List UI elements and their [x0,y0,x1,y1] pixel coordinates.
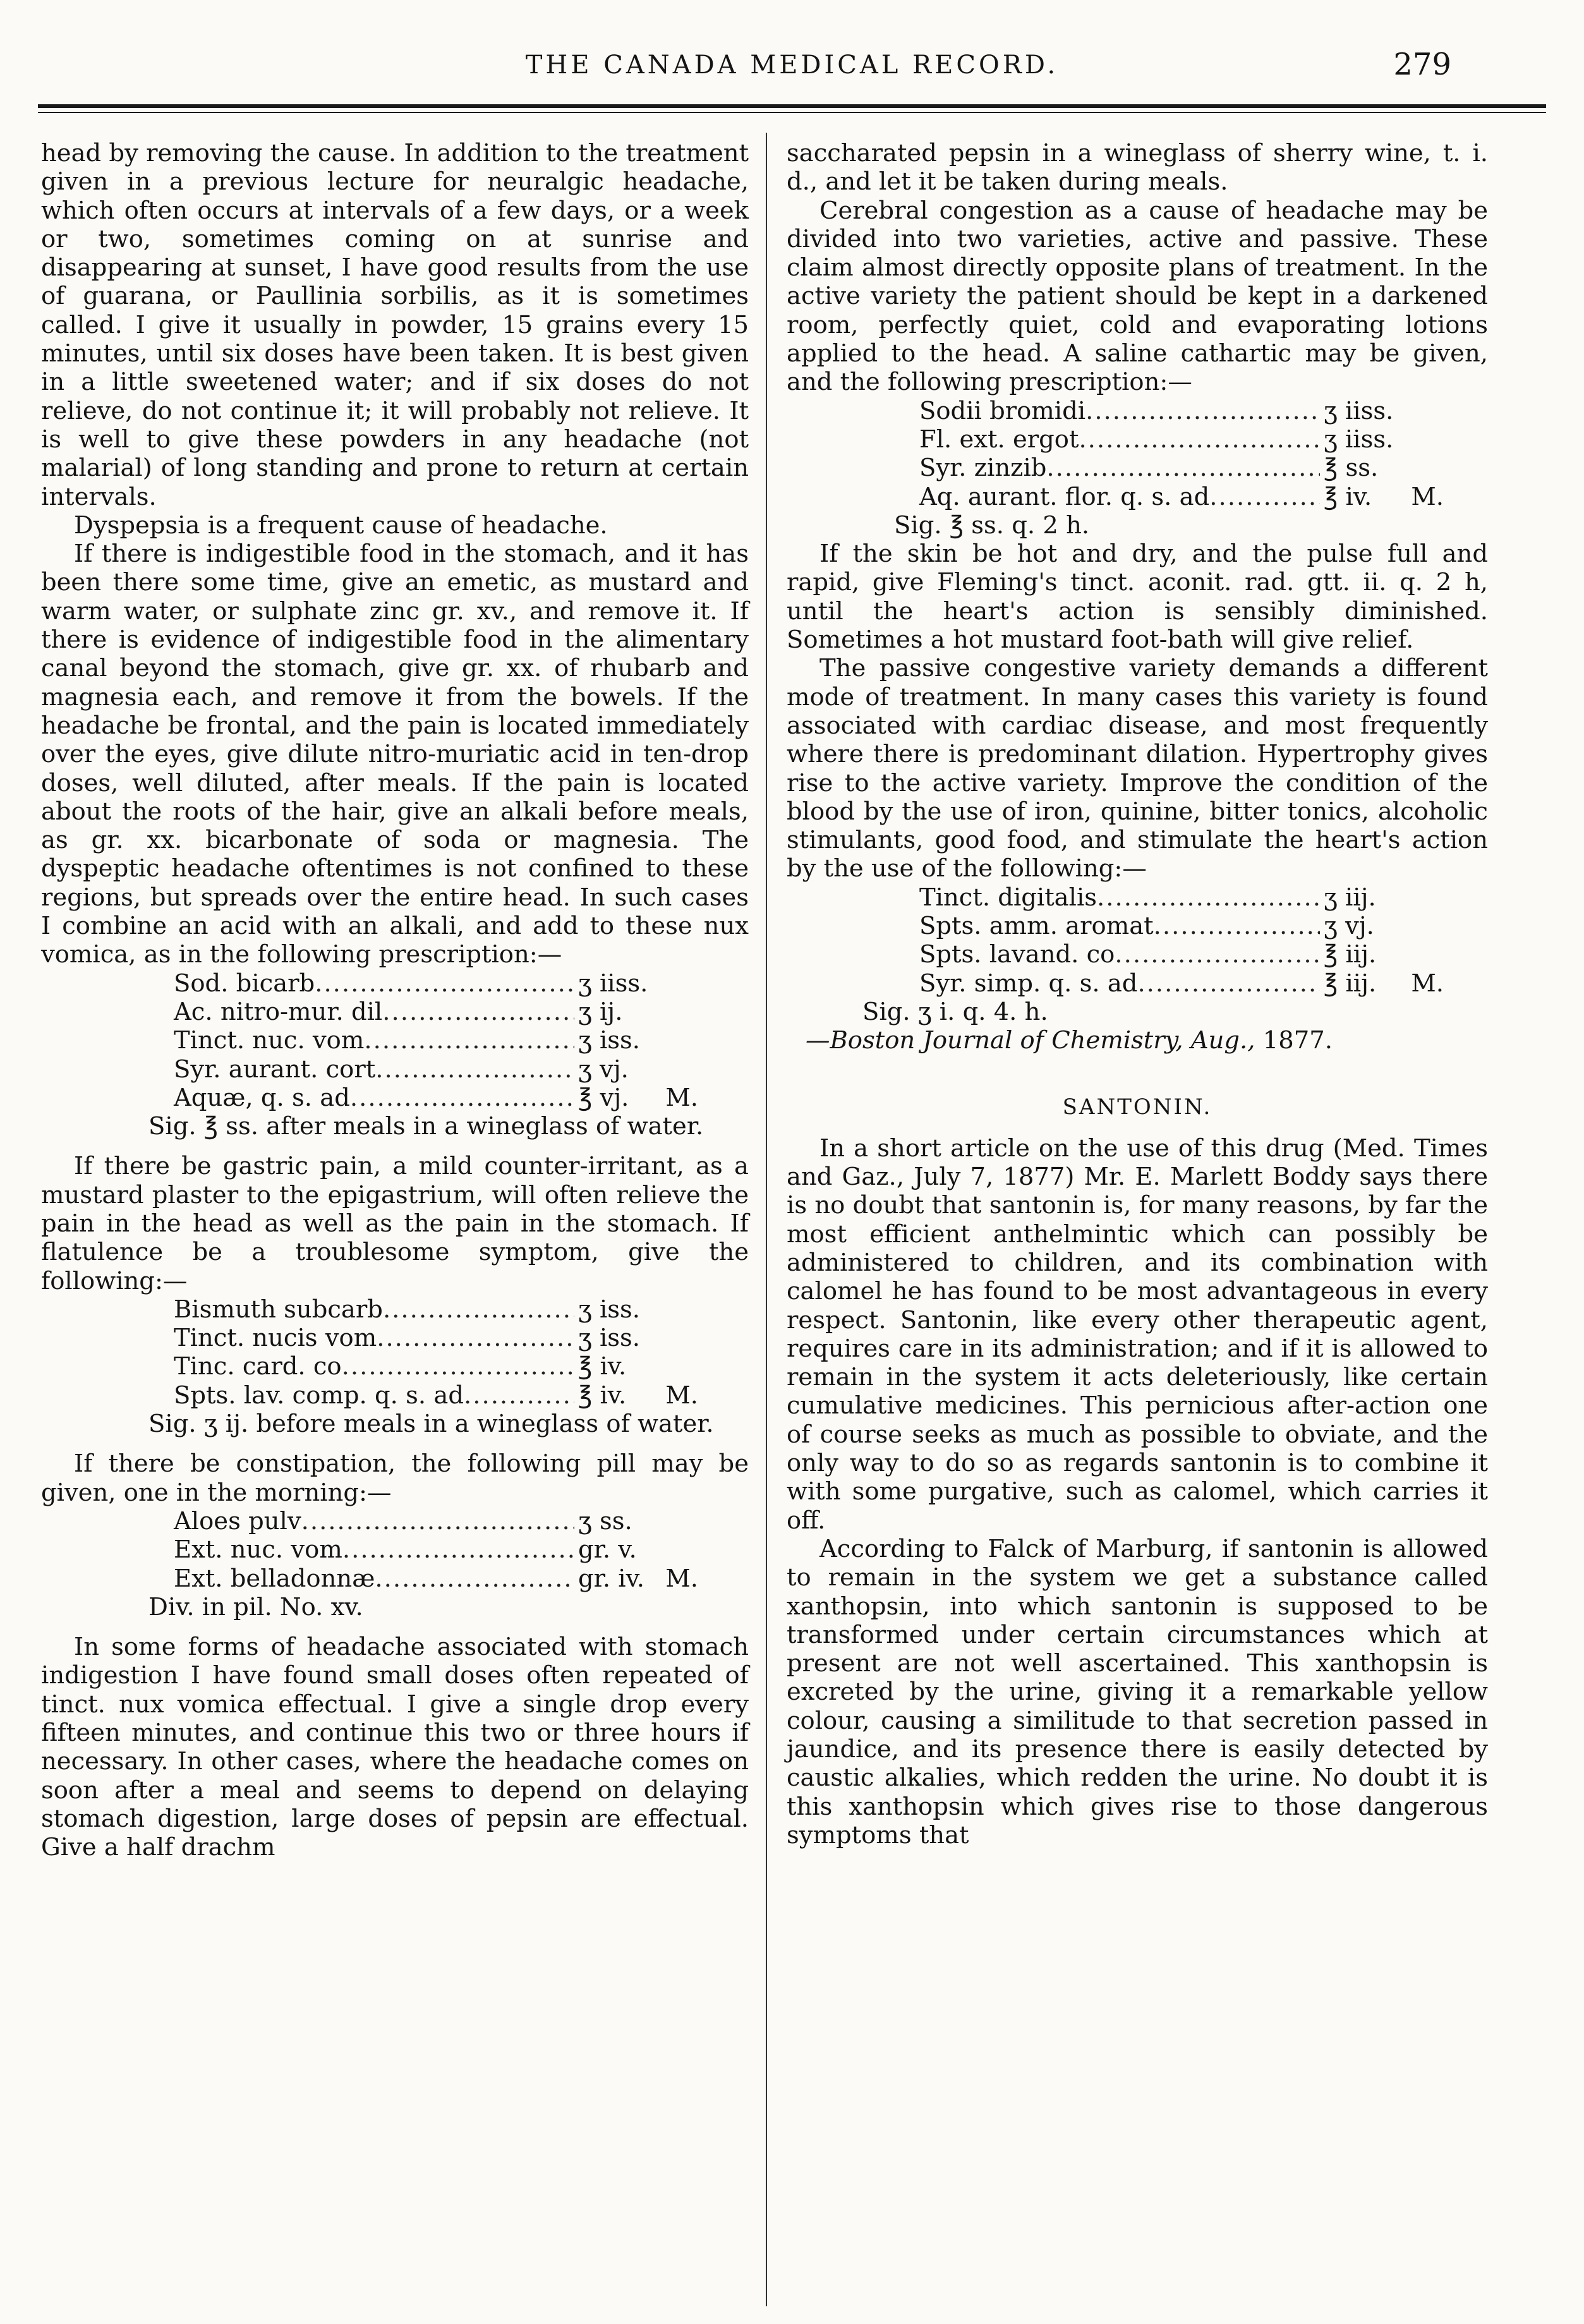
citation-year: 1877. [1262,1026,1333,1055]
prescription [174,969,698,1112]
prescription [174,1295,698,1410]
prescription [174,1507,698,1593]
prescription-item: Aquæ, q. s. ad ..... ℥ vj. M. [174,1084,698,1112]
page-number: 279 [1393,47,1451,82]
signa: Sig. ʒ ij. before meals in a wineglass of water. [148,1410,714,1439]
right-column [787,139,1488,1849]
column-divider [766,133,767,2306]
prescription-item: Spts. lavand. co ..... ℥ iij. [919,940,1444,969]
paragraph: head by removing the cause. In addition to the treatment given in a previous lecture for neuralgic headache, which often occurs at intervals of a few days, or a week or two, sometimes coming on at sunrise and disappearing at sunset, I have good results from the use of guarana, or Paullinia sorbilis, as it is sometimes called. I give it usually in powder, 15 grains every 15 minutes, until six doses have been taken. It is best given in a little sweetened water; and if six doses do not relieve, do not continue it; it will probably not relieve. It is well to give these powders in any headache (not malarial) of long standing and prone to return at certain intervals. [41,139,749,511]
header-rule [38,104,1546,108]
paragraph: saccharated pepsin in a wineglass of sherry wine, t. i. d., and let it be taken during meals. [787,139,1488,197]
prescription-item: Spts. lav. comp. q. s. ad ..... ℥ iv. M. [174,1381,698,1410]
signa: Sig. ℥ ss. q. 2 h. [894,511,1090,540]
prescription-item: Fl. ext. ergot ..... ʒ iiss. [919,425,1444,454]
citation [806,1026,1488,1055]
prescription-item: Syr. aurant. cort ..... ʒ vj. [174,1055,698,1084]
signa: Div. in pil. No. xv. [148,1592,363,1621]
prescription-item: Tinc. card. co ..... ℥ iv. [174,1352,698,1381]
prescription-item: Ac. nitro-mur. dil ..... ʒ ij. [174,998,698,1026]
prescription-item: Tinct. nucis vom ..... ʒ iss. [174,1324,698,1352]
journal-title: THE CANADA MEDICAL RECORD. [525,51,1059,80]
paragraph: According to Falck of Marburg, if santonin is allowed to remain in the system we get a substance called xanthopsin, into which santonin is supposed to be transformed under certain circumstances which at present are not well ascertained. This xanthopsin is excreted by the urine, giving it a remarkable yellow colour, causing a similitude to that secretion passed in jaundice, and its presence there is easily detected by caustic alkalies, which redden the urine. No doubt it is this xanthopsin which gives rise to those dangerous symptoms that [787,1534,1488,1849]
header-rule-thin [38,112,1546,113]
signa: Sig. ʒ i. q. 4. h. [862,997,1048,1026]
paragraph: If the skin be hot and dry, and the pulse full and rapid, give Fleming's tinct. aconit. rad. gtt. ii. q. 2 h, until the heart's action is sensibly diminished. Sometimes a hot mustard foot-bath will give relief. [787,540,1488,655]
prescription-item: Ext. nuc. vom ..... gr. v. [174,1535,698,1564]
paragraph: If there is indigestible food in the stomach, and it has been there some time, give an emetic, as mustard and warm water, or sulphate zinc gr. xv., and remove it. If there is evidence of indigestible food in the alimentary canal beyond the stomach, give gr. xx. of rhubarb and magnesia each, and remove it from the bowels. If the headache be frontal, and the pain is located immediately over the eyes, give dilute nitro-muriatic acid in ten-drop doses, well diluted, after meals. If the pain is located about the roots of the hair, give an alkali before meals, as gr. xx. bicarbonate of soda or magnesia. The dyspeptic headache oftentimes is not confined to these regions, but spreads over the entire head. In such cases I combine an acid with an alkali, and add to these nux vomica, as in the following prescription:— [41,540,749,969]
citation-source: —Boston Journal of Chemistry, Aug., [806,1026,1255,1055]
left-column [41,139,749,1862]
section-heading: SANTONIN. [1062,1094,1212,1120]
prescription [919,883,1444,998]
paragraph: If there be constipation, the following pill may be given, one in the morning:— [41,1449,749,1507]
prescription-item: Sodii bromidi ..... ʒ iiss. [919,397,1444,425]
prescription-item: Tinct. nuc. vom ..... ʒ iss. [174,1026,698,1055]
paragraph: Cerebral congestion as a cause of headache may be divided into two varieties, active and passive. These claim almost directly opposite plans of treatment. In the active variety the patient should be kept in a darkened room, perfectly quiet, cold and evaporating lotions applied to the head. A saline cathartic may be given, and the following prescription:— [787,196,1488,397]
paragraph: The passive congestive variety demands a different mode of treatment. In many cases this variety is found associated with cardiac disease, and most frequently where there is predominant dilation. Hypertrophy gives rise to the active variety. Improve the condition of the blood by the use of iron, quinine, bitter tonics, alcoholic stimulants, good food, and stimulate the heart's action by the use of the following:— [787,654,1488,883]
prescription [919,397,1444,511]
prescription-item: Bismuth subcarb ..... ʒ iss. [174,1295,698,1324]
paragraph: In a short article on the use of this drug (Med. Times and Gaz., July 7, 1877) Mr. E. Marlett Boddy says there is no doubt that santonin is, for many reasons, by far the most efficient anthelmintic which can possibly be administered to children, and its combination with calomel he has found to be most advantageous in every respect. Santonin, like every other therapeutic agent, requires care in its administration; and if it is allowed to remain in the system it acts deleteriously, like certain cumulative medicines. This pernicious after-action one of course seeks as much as possible to obviate, and the only way to do so as regards santonin is to combine it with some purgative, such as calomel, which carries it off. [787,1134,1488,1535]
signa: Sig. ℥ ss. after meals in a wineglass of water. [148,1112,704,1141]
prescription-item: Sod. bicarb ..... ʒ iiss. [174,969,698,998]
running-header [38,47,1546,101]
prescription-item: Tinct. digitalis ..... ʒ iij. [919,883,1444,912]
paragraph: Dyspepsia is a frequent cause of headache. [74,511,608,540]
prescription-item: Aq. aurant. flor. q. s. ad ..... ℥ iv. M. [919,483,1444,511]
prescription-item: Ext. belladonnæ ..... gr. iv. M. [174,1564,698,1593]
prescription-item: Spts. amm. aromat ..... ʒ vj. [919,912,1444,940]
prescription-item: Syr. simp. q. s. ad ..... ℥ iij. M. [919,969,1444,998]
paragraph: In some forms of headache associated with stomach indigestion I have found small doses often repeated of tinct. nux vomica effectual. I give a single drop every fifteen minutes, and continue this two or three hours if necessary. In other cases, where the headache comes on soon after a meal and seems to depend on delaying stomach digestion, large doses of pepsin are effectual. Give a half drachm [41,1633,749,1862]
prescription-item: Aloes pulv ..... ʒ ss. [174,1507,698,1535]
paragraph: If there be gastric pain, a mild counter-irritant, as a mustard plaster to the epigastrium, will often relieve the pain in the head as well as the pain in the stomach. If flatulence be a troublesome symptom, give the following:— [41,1152,749,1295]
prescription-item: Syr. zinzib ..... ℥ ss. [919,454,1444,482]
